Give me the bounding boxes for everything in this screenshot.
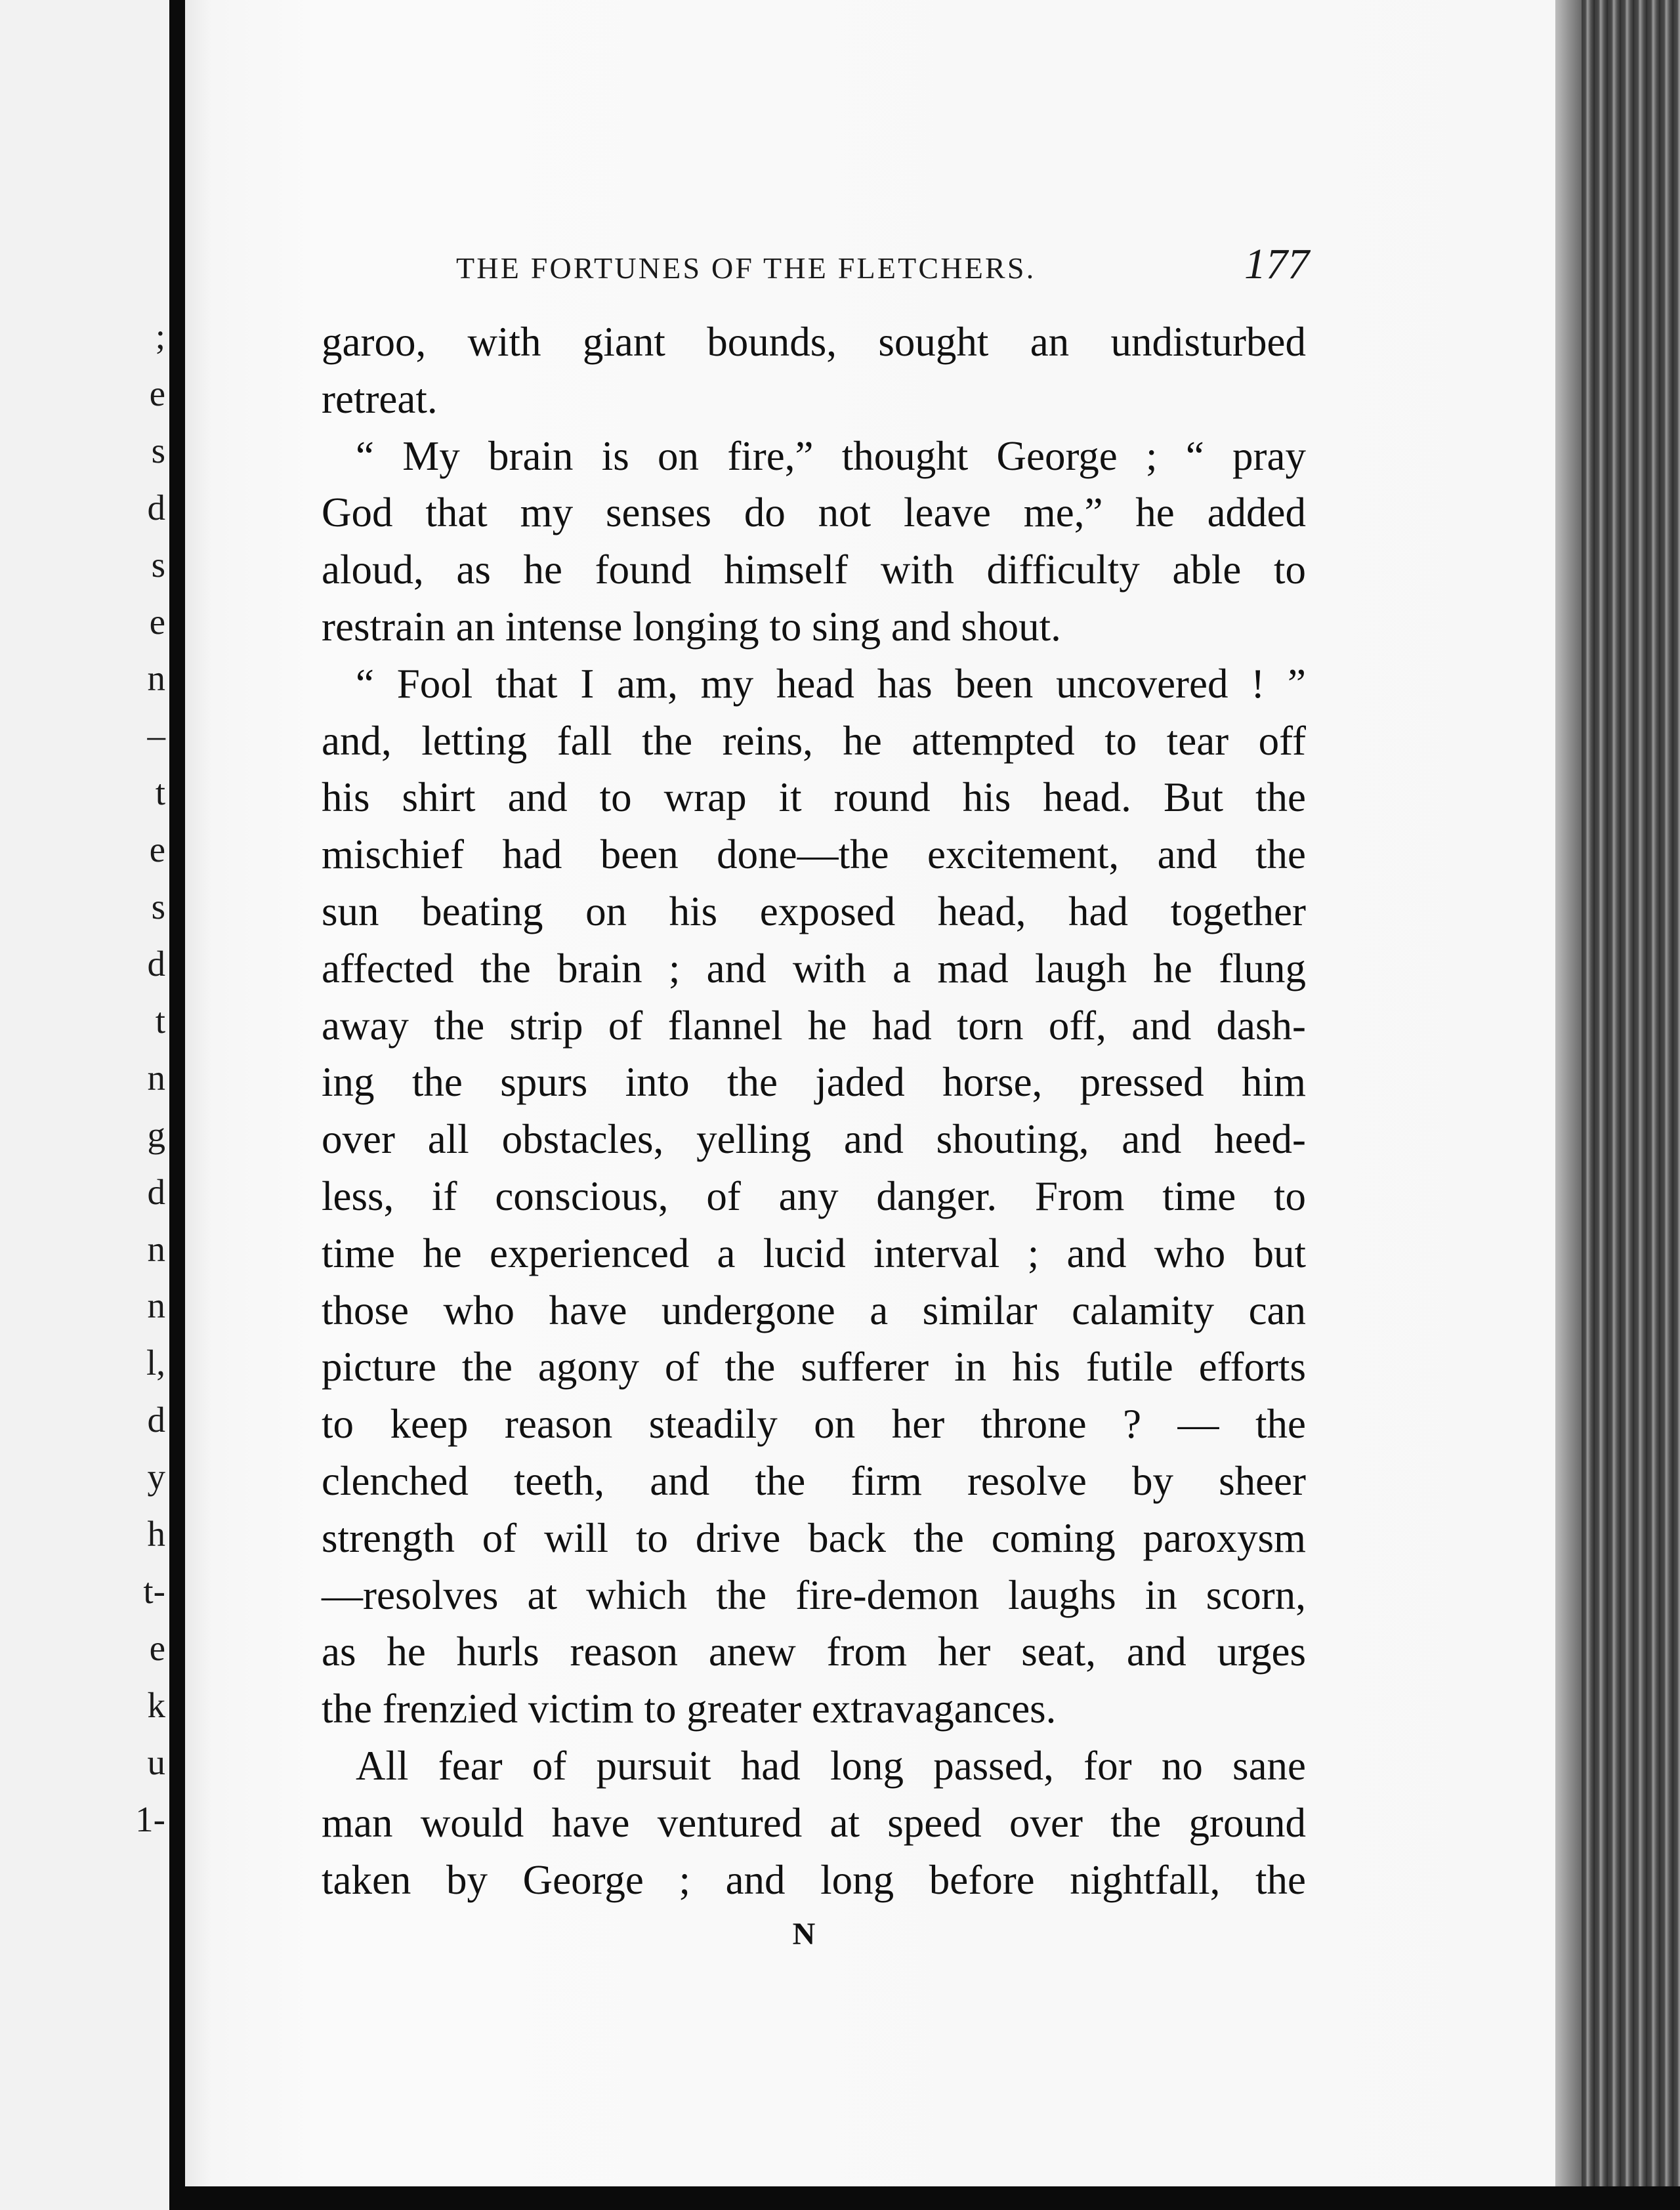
previous-page-letter: n [147,1057,165,1098]
previous-page-letter: e [149,601,165,642]
previous-page-letter: s [151,430,165,470]
previous-page-letter: n [147,658,165,699]
text-line: —resolves at which the fire-demon laughs in scorn, [322,1572,1306,1618]
previous-page-edge [0,0,169,2210]
previous-page-letter: 1- [135,1799,165,1839]
text-line: garoo, with giant bounds, sought an undisturbed [322,319,1306,365]
previous-page-letter: k [147,1684,165,1725]
previous-page-letters [126,308,165,1848]
previous-page-letter: e [149,829,165,870]
previous-page-letter: h [147,1514,165,1554]
text-line: and, letting fall the reins, he attempted to tear off [322,717,1306,764]
text-line: man would have ventured at speed over the ground [322,1799,1306,1846]
text-line: restrain an intense longing to sing and shout. [322,603,1061,650]
previous-page-letter: t [155,772,165,813]
body-text [322,314,1306,1908]
previous-page-letter: d [147,1400,165,1440]
previous-page-letter: n [147,1285,165,1326]
text-line: his shirt and to wrap it round his head. But the [322,774,1306,821]
text-line: ing the spurs into the jaded horse, pressed him [322,1059,1306,1106]
previous-page-letter: e [149,373,165,413]
text-line: as he hurls reason anew from her seat, and urges [322,1629,1306,1675]
text-line: less, if conscious, of any danger. From time to [322,1173,1306,1219]
text-line: “ My brain is on fire,” thought George ; “ pray [356,432,1306,479]
previous-page-letter: d [147,943,165,984]
text-line: picture the agony of the sufferer in his futile efforts [322,1344,1306,1390]
previous-page-letter: d [147,1171,165,1212]
page-number: 177 [1244,240,1309,288]
previous-page-letter: y [147,1457,165,1497]
previous-page-letter: l, [146,1343,165,1383]
text-line: the frenzied victim to greater extravagances. [322,1686,1057,1732]
text-line: clenched teeth, and the firm resolve by sheer [322,1457,1306,1504]
text-line: retreat. [322,375,438,422]
text-line: All fear of pursuit had long passed, for no sane [356,1742,1306,1789]
previous-page-letter: g [147,1114,165,1155]
text-line: those who have undergone a similar calamity can [322,1287,1306,1333]
text-line: God that my senses do not leave me,” he added [322,490,1306,536]
previous-page-letter: d [147,487,165,528]
text-line: away the strip of flannel he had torn off, and dash- [322,1002,1306,1049]
previous-page-letter: u [147,1741,165,1782]
book-fore-edge-shadow [1555,0,1582,2210]
text-line: to keep reason steadily on her throne ? — the [322,1401,1306,1448]
previous-page-letter: – [147,715,165,756]
previous-page-letter: s [151,544,165,585]
text-line: time he experienced a lucid interval ; and who but [322,1230,1306,1276]
text-line: sun beating on his exposed head, had together [322,888,1306,934]
text-line: affected the brain ; and with a mad laugh he flung [322,945,1306,991]
previous-page-letter: t [155,1000,165,1041]
book-gutter [169,0,185,2210]
running-head [456,240,1309,288]
signature-mark: N [792,1917,816,1951]
scan-bottom-border [169,2186,1680,2210]
previous-page-letter: s [151,886,165,927]
text-line: strength of will to drive back the coming paroxysm [322,1514,1306,1561]
text-line: mischief had been done—the excitement, and the [322,831,1306,878]
previous-page-letter: ; [155,316,165,356]
previous-page-letter: t- [143,1570,165,1611]
running-title: THE FORTUNES OF THE FLETCHERS. [456,251,1036,285]
text-line: aloud, as he found himself with difficulty able to [322,547,1306,593]
text-line: taken by George ; and long before nightfall, the [322,1856,1306,1903]
previous-page-letter: e [149,1627,165,1668]
previous-page-letter: n [147,1228,165,1269]
text-line: “ Fool that I am, my head has been uncovered ! ” [356,660,1306,707]
text-line: over all obstacles, yelling and shouting, and heed- [322,1116,1306,1163]
